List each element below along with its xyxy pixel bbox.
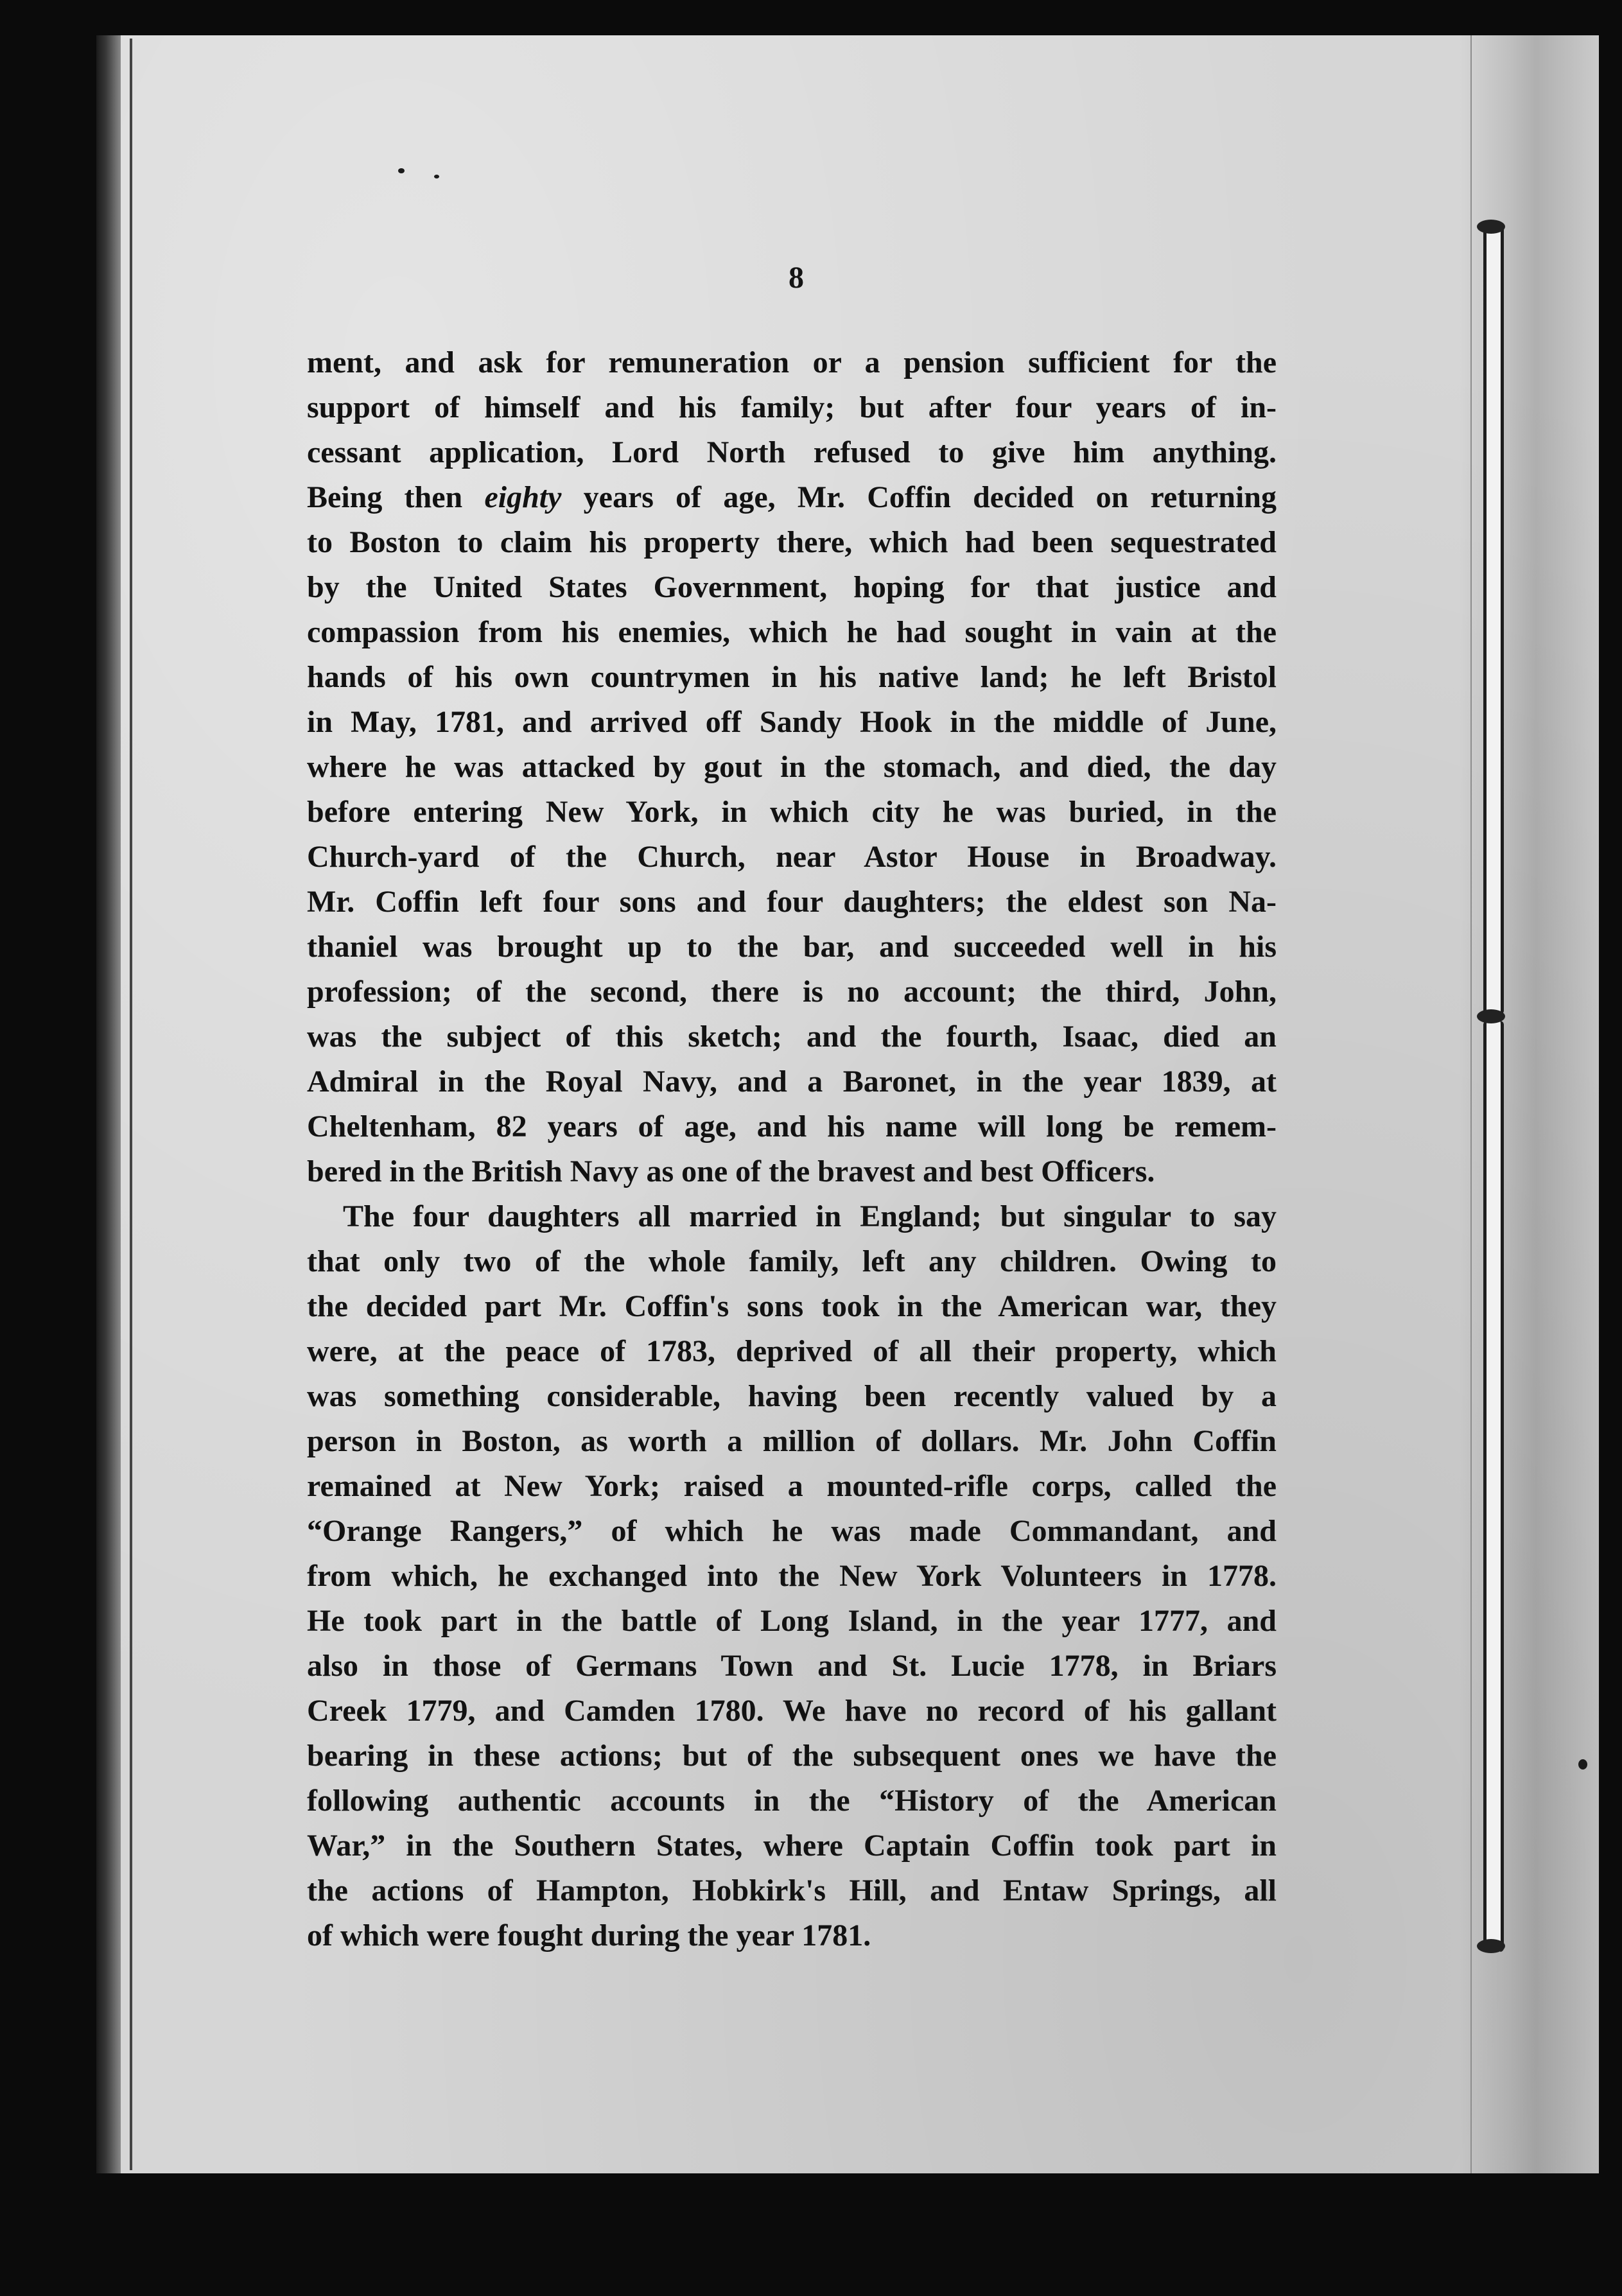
binding-knot-middle [1477,1009,1505,1023]
text-line: War,” in the Southern States, where Captain Coffin took part in [307,1829,1277,1863]
text-line: hands of his own countrymen in his native land; he left Bristol [307,660,1277,694]
paragraph [307,340,1277,1194]
text-line: that only two of the whole family, left any children. Owing to [307,1244,1277,1278]
text-line: thaniel was brought up to the bar, and succeeded well in his [307,930,1277,964]
binding-thread-upper [1483,225,1504,1014]
text-line: Creek 1779, and Camden 1780. We have no record of his gallant [307,1694,1277,1728]
body-text [307,340,1277,1958]
text-line: He took part in the battle of Long Island, in the year 1777, and [307,1604,1277,1638]
text-line: Admiral in the Royal Navy, and a Baronet, in the year 1839, at [307,1065,1277,1099]
binding-knot-bottom [1477,1939,1505,1953]
page-number: 8 [789,261,804,295]
text-line: compassion from his enemies, which he had sought in vain at the [307,615,1277,649]
left-margin-rule [130,39,132,2170]
text-line: was something considerable, having been recently valued by a [307,1379,1277,1413]
text-line: The four daughters all married in England; but singular to say [343,1199,1277,1233]
text-line: following authentic accounts in the “History of the American [307,1784,1277,1818]
text-line: from which, he exchanged into the New York Volunteers in 1778. [307,1559,1277,1593]
text-line: were, at the peace of 1783, deprived of all their property, which [307,1334,1277,1368]
text-line: Mr. Coffin left four sons and four daughters; the eldest son Na- [307,885,1277,919]
binding-knot-top [1477,220,1505,234]
text-line: before entering New York, in which city he was buried, in the [307,795,1277,829]
text-line: Being then eighty years of age, Mr. Coffin decided on returning [307,480,1277,514]
text-line: Cheltenham, 82 years of age, and his name will long be remem- [307,1109,1277,1144]
left-binding-edge [96,35,121,2173]
text-line: bered in the British Navy as one of the bravest and best Officers. [307,1154,1155,1188]
paragraph [307,1194,1277,1958]
right-gutter-shadow [1459,35,1599,2173]
text-line: remained at New York; raised a mounted-rifle corps, called the [307,1469,1277,1503]
right-gutter-line [1470,35,1472,2173]
text-line: ment, and ask for remuneration or a pension sufficient for the [307,345,1277,379]
text-line: to Boston to claim his property there, which had been sequestrated [307,525,1277,559]
text-line: cessant application, Lord North refused to give him anything. [307,435,1277,469]
ink-speck [398,168,405,173]
binding-thread-lower [1483,1021,1504,1952]
text-line: bearing in these actions; but of the subsequent ones we have the [307,1739,1277,1773]
text-line: of which were fought during the year 1781. [307,1918,871,1952]
text-line: was the subject of this sketch; and the fourth, Isaac, died an [307,1020,1277,1054]
text-line: by the United States Government, hoping for that justice and [307,570,1277,604]
text-line: Church-yard of the Church, near Astor House in Broadway. [307,840,1277,874]
text-line: also in those of Germans Town and St. Lucie 1778, in Briars [307,1649,1277,1683]
text-line: the decided part Mr. Coffin's sons took in the American war, they [307,1289,1277,1323]
text-line: the actions of Hampton, Hobkirk's Hill, and Entaw Springs, all [307,1874,1277,1908]
text-line: “Orange Rangers,” of which he was made Commandant, and [307,1514,1277,1548]
text-line: where he was attacked by gout in the stomach, and died, the day [307,750,1277,784]
text-line: profession; of the second, there is no account; the third, John, [307,975,1277,1009]
text-line: support of himself and his family; but after four years of in- [307,390,1277,424]
ink-speck [434,175,439,178]
text-line: in May, 1781, and arrived off Sandy Hook in the middle of June, [307,705,1277,739]
text-line: person in Boston, as worth a million of dollars. Mr. John Coffin [307,1424,1277,1458]
ink-speck [1578,1759,1587,1770]
